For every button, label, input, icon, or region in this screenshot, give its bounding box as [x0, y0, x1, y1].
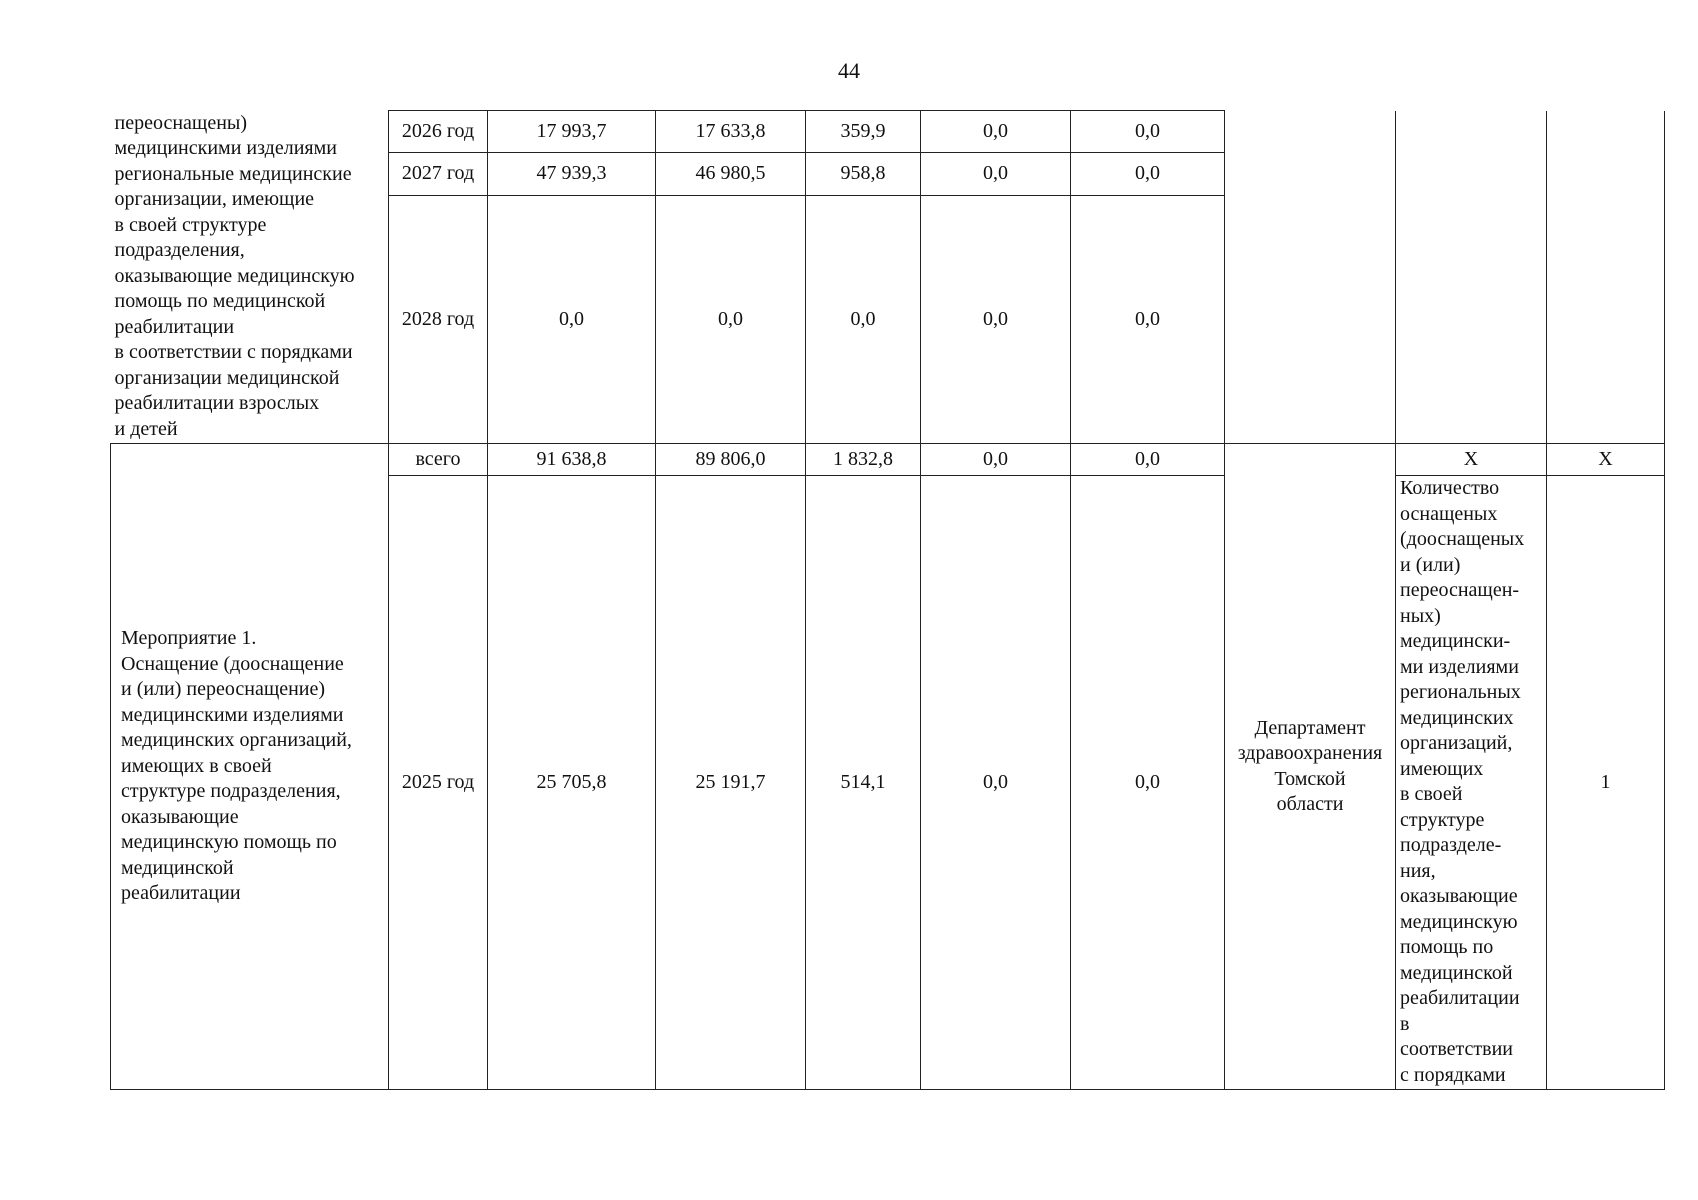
total-cell: 17 993,7 [488, 111, 656, 153]
indicator-value-cell-continued [1547, 111, 1665, 444]
extra-cell: 0,0 [1071, 444, 1225, 476]
total-cell: 0,0 [488, 196, 656, 444]
indicator-cell-continued [1396, 111, 1547, 444]
federal-cell: 89 806,0 [656, 444, 806, 476]
table-row [111, 111, 1665, 153]
extra-cell: 0,0 [1071, 153, 1225, 196]
department-cell-continued [1225, 111, 1396, 444]
department-cell: Департамент здравоохранения Томской области [1225, 444, 1396, 1090]
federal-cell: 46 980,5 [656, 153, 806, 196]
federal-cell: 17 633,8 [656, 111, 806, 153]
total-cell: 91 638,8 [488, 444, 656, 476]
extra-cell: 0,0 [1071, 111, 1225, 153]
indicator-cell: Количество оснащеных (дооснащеных и (или) переоснащен- ных) медицински- ми изделиями региональных медицинских организаций, имеющих в своей структуре подразделе- ния, оказывающие медицинскую помощь по медицинской реабилитации в соответствии с порядками [1396, 476, 1547, 1090]
regional-cell: 958,8 [806, 153, 921, 196]
federal-cell: 0,0 [656, 196, 806, 444]
budget-table [110, 110, 1665, 1090]
local-cell: 0,0 [921, 153, 1071, 196]
total-cell: 47 939,3 [488, 153, 656, 196]
period-cell: всего [389, 444, 488, 476]
continued-description: переоснащены) медицинскими изделиями региональные медицинские организации, имеющие в своей структуре подразделения, оказывающие медицинскую помощь по медицинской реабилитации в соответствии с порядками организации медицинской реабилитации взрослых и детей [111, 111, 389, 444]
period-cell: 2027 год [389, 153, 488, 196]
indicator-total-cell: Х [1396, 444, 1547, 476]
federal-cell: 25 191,7 [656, 476, 806, 1090]
regional-cell: 1 832,8 [806, 444, 921, 476]
regional-cell: 514,1 [806, 476, 921, 1090]
page-number: 44 [838, 58, 860, 83]
event-description: Мероприятие 1. Оснащение (дооснащение и (или) переоснащение) медицинскими изделиями медицинских организаций, имеющих в своей структуре подразделения, оказывающие медицинскую помощь по медицинской реабилитации [111, 444, 389, 1090]
period-cell: 2026 год [389, 111, 488, 153]
extra-cell: 0,0 [1071, 196, 1225, 444]
table-row [111, 444, 1665, 476]
regional-cell: 359,9 [806, 111, 921, 153]
indicator-value-cell: 1 [1547, 476, 1665, 1090]
local-cell: 0,0 [921, 111, 1071, 153]
local-cell: 0,0 [921, 444, 1071, 476]
local-cell: 0,0 [921, 476, 1071, 1090]
local-cell: 0,0 [921, 196, 1071, 444]
total-cell: 25 705,8 [488, 476, 656, 1090]
extra-cell: 0,0 [1071, 476, 1225, 1090]
indicator-value-total-cell: Х [1547, 444, 1665, 476]
period-cell: 2028 год [389, 196, 488, 444]
period-cell: 2025 год [389, 476, 488, 1090]
regional-cell: 0,0 [806, 196, 921, 444]
